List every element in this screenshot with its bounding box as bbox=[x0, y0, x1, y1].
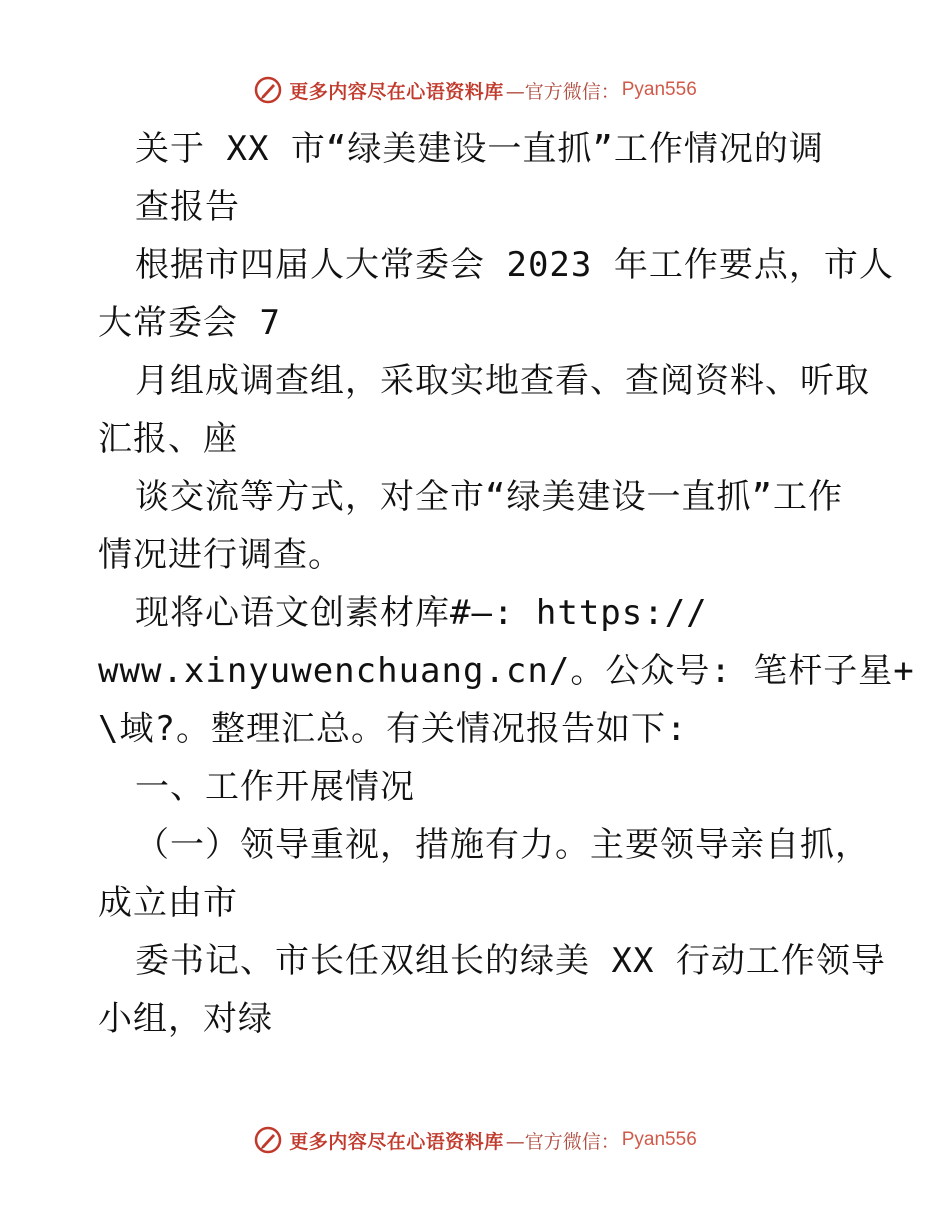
document-line: 小组，对绿 bbox=[98, 999, 273, 1039]
footer-banner bbox=[0, 1120, 950, 1160]
document-line: 月组成调查组，采取实地查看、查阅资料、听取 bbox=[135, 361, 870, 401]
document-body bbox=[98, 120, 915, 1048]
header-banner bbox=[0, 70, 950, 110]
document-line: 一、工作开展情况 bbox=[135, 767, 415, 807]
pen-logo-icon bbox=[253, 75, 283, 105]
document-line: 关于 XX 市“绿美建设一直抓”工作情况的调 bbox=[135, 129, 824, 169]
pen-logo-icon bbox=[253, 1125, 283, 1155]
header-banner-title: 更多内容尽在心语资料库 bbox=[289, 80, 504, 103]
document-line: 现将心语文创素材库#—: https:// bbox=[135, 593, 708, 633]
footer-banner-title: 更多内容尽在心语资料库 bbox=[289, 1130, 504, 1153]
header-banner-label: —官方微信： bbox=[505, 80, 620, 103]
document-line: 情况进行调查。 bbox=[98, 535, 343, 575]
document-line: \域?。整理汇总。有关情况报告如下: bbox=[98, 709, 688, 749]
document-line: www.xinyuwenchuang.cn/。公众号: 笔杆子星+ bbox=[98, 651, 915, 691]
document-line: 成立由市 bbox=[98, 883, 238, 923]
header-banner-wechat-id: Pyan556 bbox=[621, 79, 697, 100]
document-line: 根据市四届人大常委会 2023 年工作要点，市人 bbox=[135, 245, 894, 285]
document-line: 委书记、市长任双组长的绿美 XX 行动工作领导 bbox=[135, 941, 886, 981]
footer-banner-wechat-id: Pyan556 bbox=[621, 1129, 697, 1150]
document-line: 查报告 bbox=[135, 187, 240, 227]
document-line: 汇报、座 bbox=[98, 419, 238, 459]
document-line: （一）领导重视，措施有力。主要领导亲自抓， bbox=[135, 825, 870, 865]
document-line: 大常委会 7 bbox=[98, 303, 281, 343]
footer-banner-label: —官方微信： bbox=[505, 1130, 620, 1153]
document-line: 谈交流等方式，对全市“绿美建设一直抓”工作 bbox=[135, 477, 843, 517]
